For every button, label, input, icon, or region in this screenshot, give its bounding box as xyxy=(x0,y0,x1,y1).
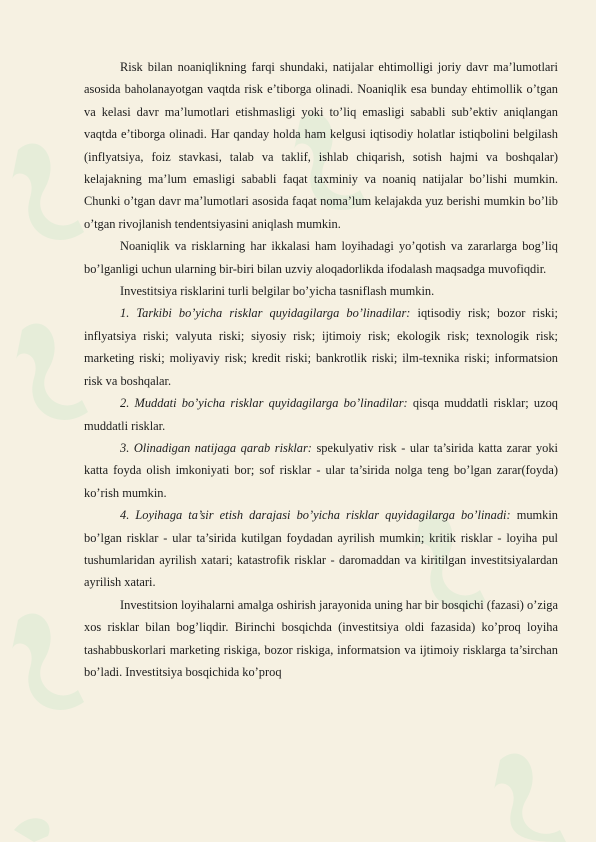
paragraph-3: Investitsiya risklarini turli belgilar bo’yicha tasniflash mumkin. xyxy=(120,284,435,299)
paragraph-6: 3. Olinadigan natijaga qarab risklar: spekulyativ risk - ular ta’sirida katta zarar yoki katta foyda olish imkoniyati bor; sof risklar - ular ta’sirida nolga teng bo’lgan zarar(foyda) ko’rish mumkin. xyxy=(84,440,558,500)
paragraph-8: Investitsion loyihalarni amalga oshirish jarayonida uning har bir bosqichi (fazasi) o’ziga xos risklar bilan bog’liqdir. Birinchi bosqichda (investitsiya oldi fazasida) ko’proq loyiha tashabbuskorlari marketing riskiga, bozor riskiga, informatsion va ijtimoiy risklarga ta’sirchan bo’ladi. Investitsiya bosqichida ko’proq xyxy=(84,597,558,679)
paragraph-7: 4. Loyihaga ta’sir etish darajasi bo’yicha risklar quyidagilarga bo’linadi: mumkin bo’lgan risklar - ular ta’sirida kutilgan foydadan ayrilish mumkin; kritik risklar - loyiha pul tushumlaridan ayrilish xatari; katastrofik risklar - daromaddan va kiritilgan investitsiyalardan ayrilish xatari. xyxy=(84,508,558,590)
paragraph-5: 2. Muddati bo’yicha risklar quyidagilarga bo’linadilar: qisqa muddatli risklar; uzoq muddatli risklar. xyxy=(84,396,559,433)
document-body xyxy=(84,56,558,683)
paragraph-4: 1. Tarkibi bo’yicha risklar quyidagilarga bo’linadilar: iqtisodiy risk; bozor riski; inflyatsiya riski; valyuta riski; siyosiy risk; ijtimoiy risk; ekologik risk; texnologik risk; marketing riski; moliyaviy risk; kredit riski; bankrotlik riski; ilm-texnika riski; informatsion risk va boshqalar. xyxy=(84,306,558,388)
paragraph-2: Noaniqlik va risklarning har ikkalasi ham loyihadagi yo’qotish va zararlarga bog’liq bo’lganligi uchun ularning bir-biri bilan uzviy aloqadorlikda ifodalash maqsadga muvofiqdir. xyxy=(84,239,558,276)
paragraph-1: Risk bilan noaniqlikning farqi shundaki, natijalar ehtimolligi joriy davr ma’lumotlari asosida baholanayotgan vaqtda risk e’tiborga olinadi. Noaniqlik esa bunday ehtimollik o’tgan va kelasi davr ma’lumotlari etishmasligi yoki to’liq emasligi sababli sub’ektiv aniqlangan vaqtda e’tiborga olinadi. Har qanday holda ham kelgusi iqtisodiy holatlar istiqbolini belgilash (inflyatsiya, foiz stavkasi, talab va taklif, ishlab chiqarish, sotish hajmi va boshqalar) kelajakning ma’lum emasligi sababli faqat taxminiy va noaniq natijalar bo’lishi mumkin. Chunki o’tgan davr ma’lumotlari asosida faqat noma’lum kelajakda yuz berishi mumkin bo’lib o’tgan rivojlanish tendentsiyasini aniqlash mumkin. xyxy=(84,60,558,231)
